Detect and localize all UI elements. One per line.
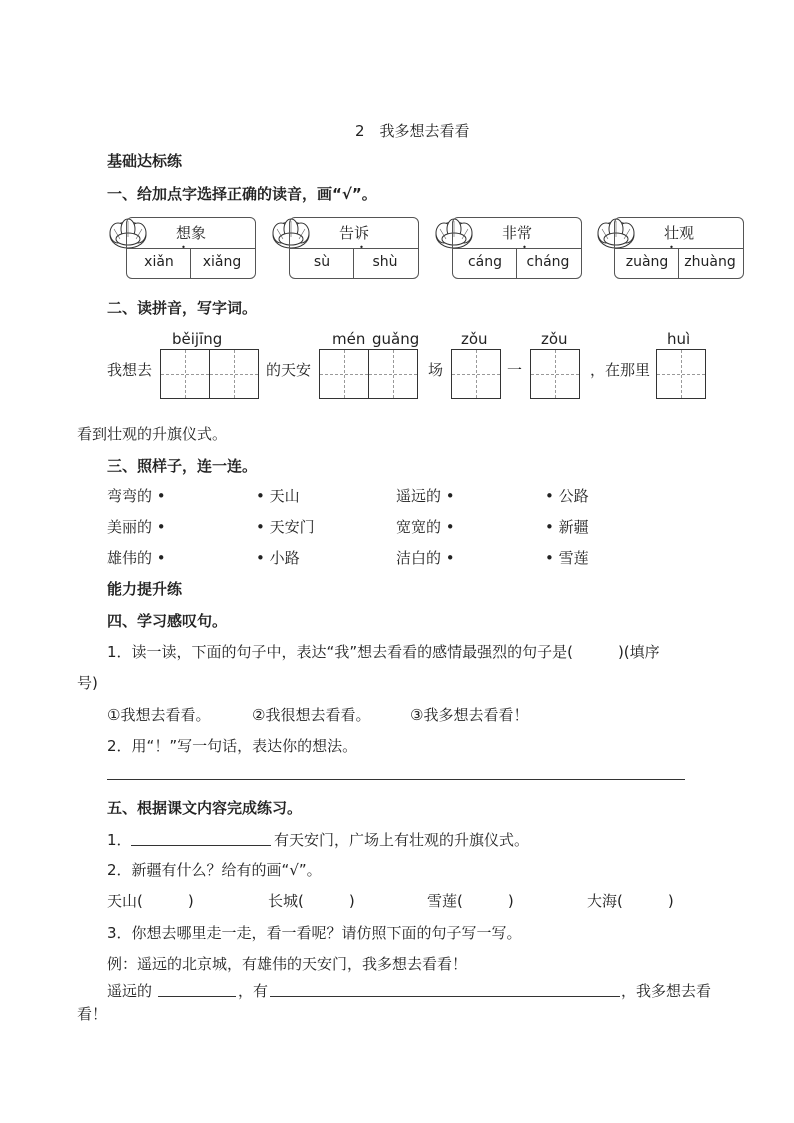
match-right[interactable]: • 小路	[256, 549, 300, 567]
q5-item3: 3．你想去哪里走一走，看一看呢？请仿照下面的句子写一写。	[107, 924, 522, 942]
pinyin-option[interactable]: cáng	[467, 254, 503, 270]
pinyin-beijing: běijīng	[172, 330, 223, 348]
q4-item1-cont: 号)	[77, 674, 98, 692]
dotted-char: 诉	[354, 224, 370, 242]
sentence-text: 看到壮观的升旗仪式。	[77, 425, 228, 443]
dotted-char: 常	[517, 224, 533, 242]
match-left[interactable]: 宽宽的 •	[396, 518, 455, 536]
fill-text: 看！	[77, 1005, 108, 1023]
match-left[interactable]: 遥远的 •	[396, 487, 455, 505]
dotted-char: 想	[175, 224, 191, 242]
writing-grid-menguang[interactable]	[319, 349, 417, 399]
fill-text: ，有	[238, 982, 269, 1000]
q5-item2: 2．新疆有什么？给有的画“√”。	[107, 861, 322, 879]
section-basic: 基础达标练	[107, 152, 183, 170]
option-tianshan[interactable]: 天山( )	[107, 892, 194, 910]
writing-grid-zou-2[interactable]	[530, 349, 579, 399]
answer-line[interactable]	[107, 779, 685, 780]
pinyin-option[interactable]: xiǎn	[144, 254, 174, 270]
match-right[interactable]: • 新疆	[545, 518, 589, 536]
match-right[interactable]: • 公路	[545, 487, 589, 505]
match-right[interactable]: • 天安门	[256, 518, 315, 536]
option-xuelian[interactable]: 雪莲( )	[427, 892, 514, 910]
q5-item1-suffix: 有天安门，广场上有壮观的升旗仪式。	[274, 831, 530, 849]
pinyin-option[interactable]: shù	[372, 254, 398, 270]
answer-line[interactable]	[158, 996, 236, 997]
pinyin-card-4	[594, 217, 744, 279]
fill-text: ，我多想去看	[621, 982, 712, 1000]
answer-line[interactable]	[270, 996, 620, 997]
q3-heading: 三、照样子，连一连。	[107, 457, 258, 475]
q4-choice: ③我多想去看看！	[410, 706, 529, 724]
match-left[interactable]: 美丽的 •	[107, 518, 166, 536]
writing-grid-beijing[interactable]	[160, 349, 258, 399]
card-char: 观	[679, 224, 695, 242]
dotted-char: 壮	[663, 224, 679, 242]
fill-text: 遥远的	[107, 982, 153, 1000]
pinyin-zou-2: zǒu	[541, 330, 568, 348]
answer-line[interactable]	[131, 845, 271, 846]
pinyin-option[interactable]: zuàng	[625, 254, 669, 270]
pinyin-guang: guǎng	[372, 330, 420, 348]
q5-example: 例：遥远的北京城，有雄伟的天安门，我多想去看看！	[107, 955, 468, 973]
page-title: 2 我多想去看看	[355, 122, 470, 140]
card-char: 象	[191, 224, 207, 242]
pinyin-option[interactable]: xiǎng	[202, 254, 242, 270]
match-left[interactable]: 弯弯的 •	[107, 487, 166, 505]
sentence-text: ，在那里	[590, 361, 651, 379]
match-right[interactable]: • 天山	[256, 487, 300, 505]
pinyin-option[interactable]: zhuàng	[684, 254, 736, 270]
match-left[interactable]: 洁白的 •	[396, 549, 455, 567]
q5-item1-prefix: 1．	[107, 831, 132, 849]
match-right[interactable]: • 雪莲	[545, 549, 589, 567]
sentence-text: 一	[507, 361, 523, 379]
q4-item2: 2．用“！”写一句话，表达你的想法。	[107, 737, 358, 755]
pinyin-zou-1: zǒu	[461, 330, 488, 348]
q4-item1: 1．读一读，下面的句子中，表达“我”想去看看的感情最强烈的句子是( )(填序	[107, 643, 660, 661]
pinyin-option[interactable]: cháng	[526, 254, 570, 270]
pinyin-hui: huì	[667, 330, 691, 348]
section-ability: 能力提升练	[107, 580, 183, 598]
option-dahai[interactable]: 大海( )	[587, 892, 674, 910]
match-left[interactable]: 雄伟的 •	[107, 549, 166, 567]
pinyin-card-3	[432, 217, 582, 279]
card-char: 非	[501, 224, 517, 242]
sentence-text: 我想去	[107, 361, 153, 379]
pinyin-card-1	[106, 217, 256, 279]
writing-grid-hui[interactable]	[656, 349, 705, 399]
option-changcheng[interactable]: 长城( )	[268, 892, 355, 910]
q4-heading: 四、学习感叹句。	[107, 612, 228, 630]
q4-choice: ②我很想去看看。	[252, 706, 371, 724]
q2-heading: 二、读拼音，写字词。	[107, 299, 258, 317]
q4-choice: ①我想去看看。	[107, 706, 211, 724]
pinyin-card-2	[269, 217, 419, 279]
pinyin-option[interactable]: sù	[313, 254, 331, 270]
pinyin-men: mén	[332, 330, 366, 348]
card-char: 告	[338, 224, 354, 242]
sentence-text: 的天安	[266, 361, 312, 379]
q1-heading: 一、给加点字选择正确的读音，画“√”。	[107, 185, 377, 203]
writing-grid-zou-1[interactable]	[451, 349, 500, 399]
sentence-text: 场	[428, 361, 444, 379]
q5-heading: 五、根据课文内容完成练习。	[107, 799, 303, 817]
